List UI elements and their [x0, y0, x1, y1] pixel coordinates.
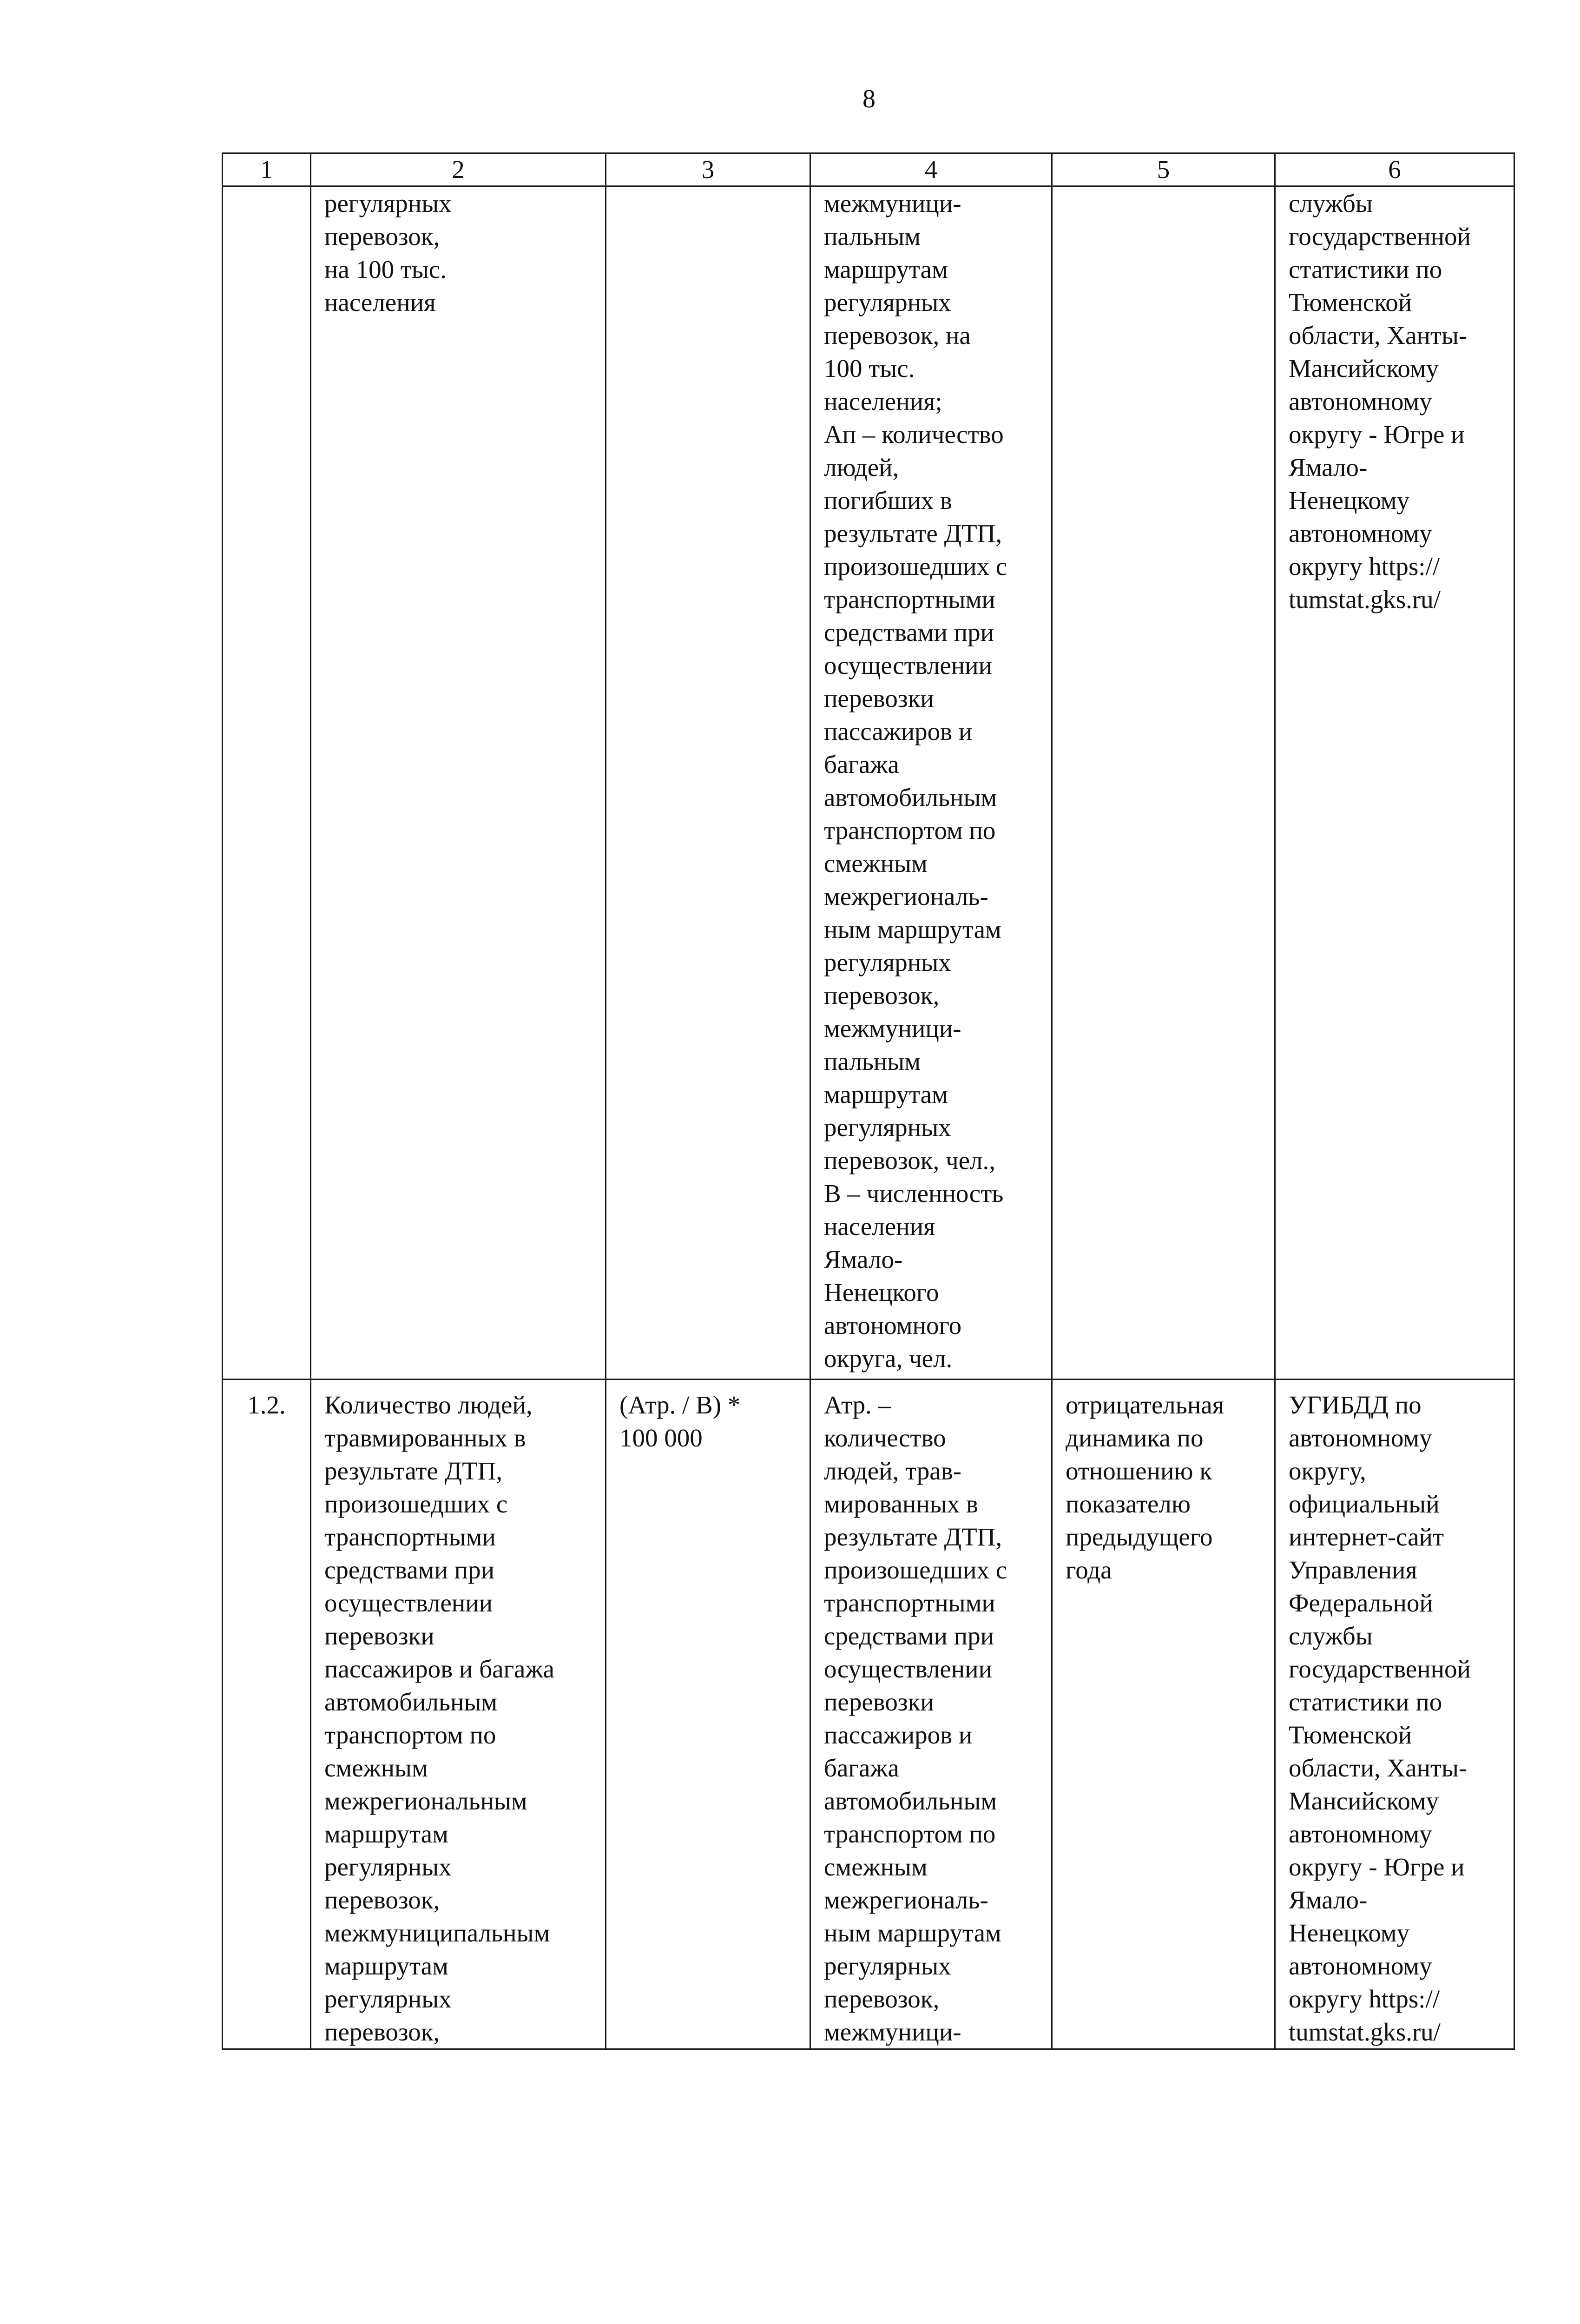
page-number: 8 — [862, 85, 876, 113]
row-number-cell — [223, 186, 311, 1380]
description-cell: Атр. – количество людей, трав- мированных в результате ДТП, произошедших с транспортными средствами при осуществлении перевозки пассажиров и багажа автомобильным транспортом по смежным межрегиональ- ным маршрутам регулярных перевозок, межмуници- — [810, 1380, 1052, 2049]
table-row — [223, 1380, 1514, 2049]
formula-cell — [606, 186, 810, 1380]
column-header: 4 — [810, 153, 1052, 186]
dynamics-cell — [1052, 186, 1275, 1380]
table-header-row — [223, 153, 1514, 186]
indicator-cell: регулярных перевозок, на 100 тыс. населения — [311, 186, 606, 1380]
table-row — [223, 186, 1514, 1380]
formula-cell: (Атр. / В) * 100 000 — [606, 1380, 810, 2049]
description-cell: межмуници- пальным маршрутам регулярных перевозок, на 100 тыс. населения; Ап – количество людей, погибших в результате ДТП, произошедших с транспортными средствами при осуществлении перевозки пассажиров и багажа автомобильным транспортом по смежным межрегиональ- ным маршрутам регулярных перевозок, межмуници- пальным маршрутам регулярных перевозок, чел., В – численность населения Ямало- Ненецкого автономного округа, чел. — [810, 186, 1052, 1380]
column-header: 5 — [1052, 153, 1275, 186]
column-header: 2 — [311, 153, 606, 186]
source-cell: службы государственной статистики по Тюменской области, Ханты- Мансийскому автономному округу - Югре и Ямало- Ненецкому автономному округу https:// tumstat.gks.ru/ — [1275, 186, 1514, 1380]
column-header: 1 — [223, 153, 311, 186]
column-header: 3 — [606, 153, 810, 186]
indicator-table — [222, 152, 1515, 2050]
row-number-cell: 1.2. — [223, 1380, 311, 2049]
source-cell: УГИБДД по автономному округу, официальный интернет-сайт Управления Федеральной службы государственной статистики по Тюменской области, Ханты- Мансийскому автономному округу - Югре и Ямало- Ненецкому автономному округу https:// tumstat.gks.ru/ — [1275, 1380, 1514, 2049]
indicator-cell: Количество людей, травмированных в результате ДТП, произошедших с транспортными средствами при осуществлении перевозки пассажиров и багажа автомобильным транспортом по смежным межрегиональным маршрутам регулярных перевозок, межмуниципальным маршрутам регулярных перевозок, — [311, 1380, 606, 2049]
column-header: 6 — [1275, 153, 1514, 186]
dynamics-cell: отрицательная динамика по отношению к показателю предыдущего года — [1052, 1380, 1275, 2049]
